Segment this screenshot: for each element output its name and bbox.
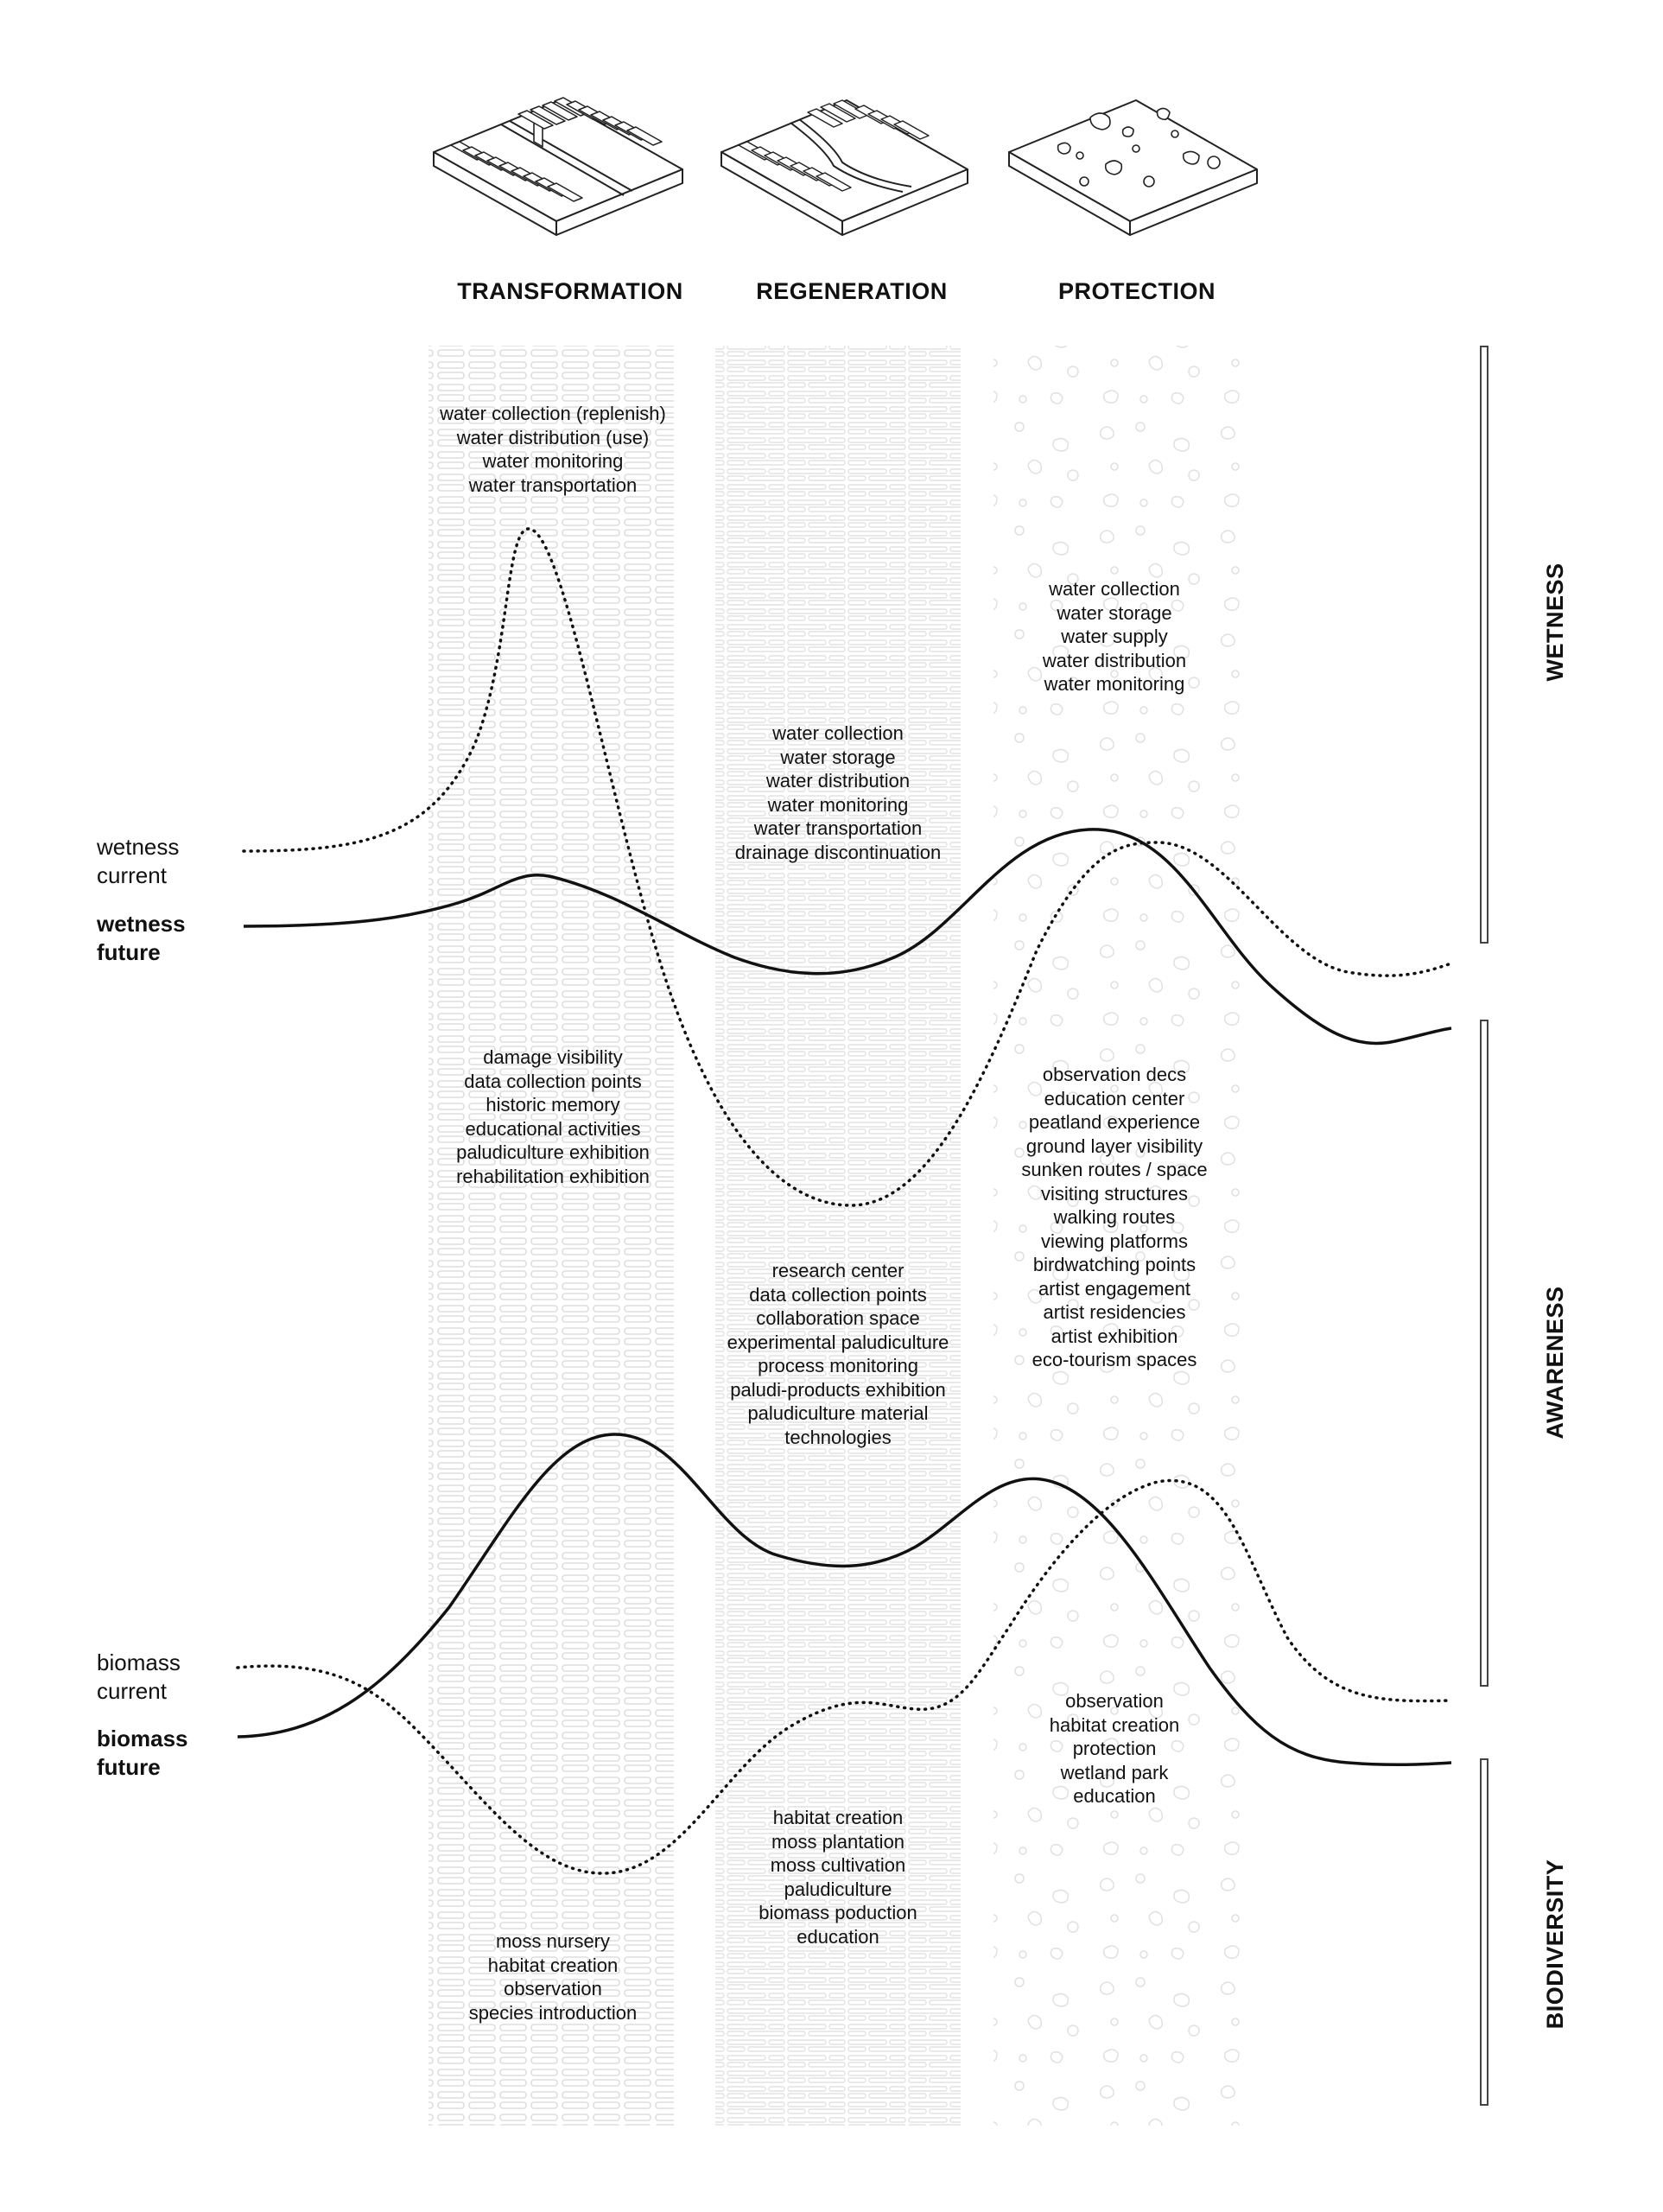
transformation-column-texture [428, 346, 674, 2126]
biodiversity-range-bar [1480, 1758, 1488, 2106]
transformation-isometric-icon [434, 98, 682, 235]
cell-protection-wetness: water collection water storage water supply water distribution water monitoring [1042, 578, 1187, 695]
cell-protection-awareness: observation decs education center peatland experience ground layer visibility sunken routes / space visiting structures walking routes viewing platforms birdwatching points artist engagement artist residencies artist exhibition eco-tourism spaces [1021, 1064, 1208, 1370]
cell-transformation-wetness: water collection (replenish) water distribution (use) water monitoring water transportation [440, 403, 666, 496]
cell-regeneration-biodiversity: habitat creation moss plantation moss cultivation paludiculture biomass poduction education [759, 1807, 917, 1948]
protection-isometric-icon [1009, 100, 1257, 235]
awareness-range-bar [1480, 1020, 1488, 1687]
cell-regeneration-awareness: research center data collection points collaboration space experimental paludiculture process monitoring paludi-products exhibition paludiculture material technologies [727, 1260, 949, 1448]
cell-regeneration-wetness: water collection water storage water distribution water monitoring water transportation drainage discontinuation [734, 722, 942, 863]
row-label-biodiversity: BIODIVERSITY [1542, 1859, 1568, 2030]
label-biomass-future: biomass future [97, 1726, 188, 1780]
label-wetness-current: wetness current [97, 834, 180, 888]
column-title-protection: PROTECTION [1057, 278, 1216, 304]
wetness-range-bar [1480, 346, 1488, 944]
cell-protection-biodiversity: observation habitat creation protection wetland park education [1049, 1690, 1180, 1807]
row-label-awareness: AWARENESS [1542, 1286, 1568, 1440]
label-biomass-current: biomass current [97, 1649, 181, 1704]
regeneration-isometric-icon [721, 100, 968, 235]
cell-transformation-biodiversity: moss nursery habitat creation observation species introduction [468, 1930, 638, 2024]
cell-transformation-awareness: damage visibility data collection points historic memory educational activities paludiculture exhibition rehabilitation exhibition [456, 1046, 650, 1187]
column-title-transformation: TRANSFORMATION [457, 278, 683, 304]
column-title-regeneration: REGENERATION [756, 278, 948, 304]
label-wetness-future: wetness future [97, 911, 186, 965]
row-label-wetness: WETNESS [1542, 563, 1568, 682]
